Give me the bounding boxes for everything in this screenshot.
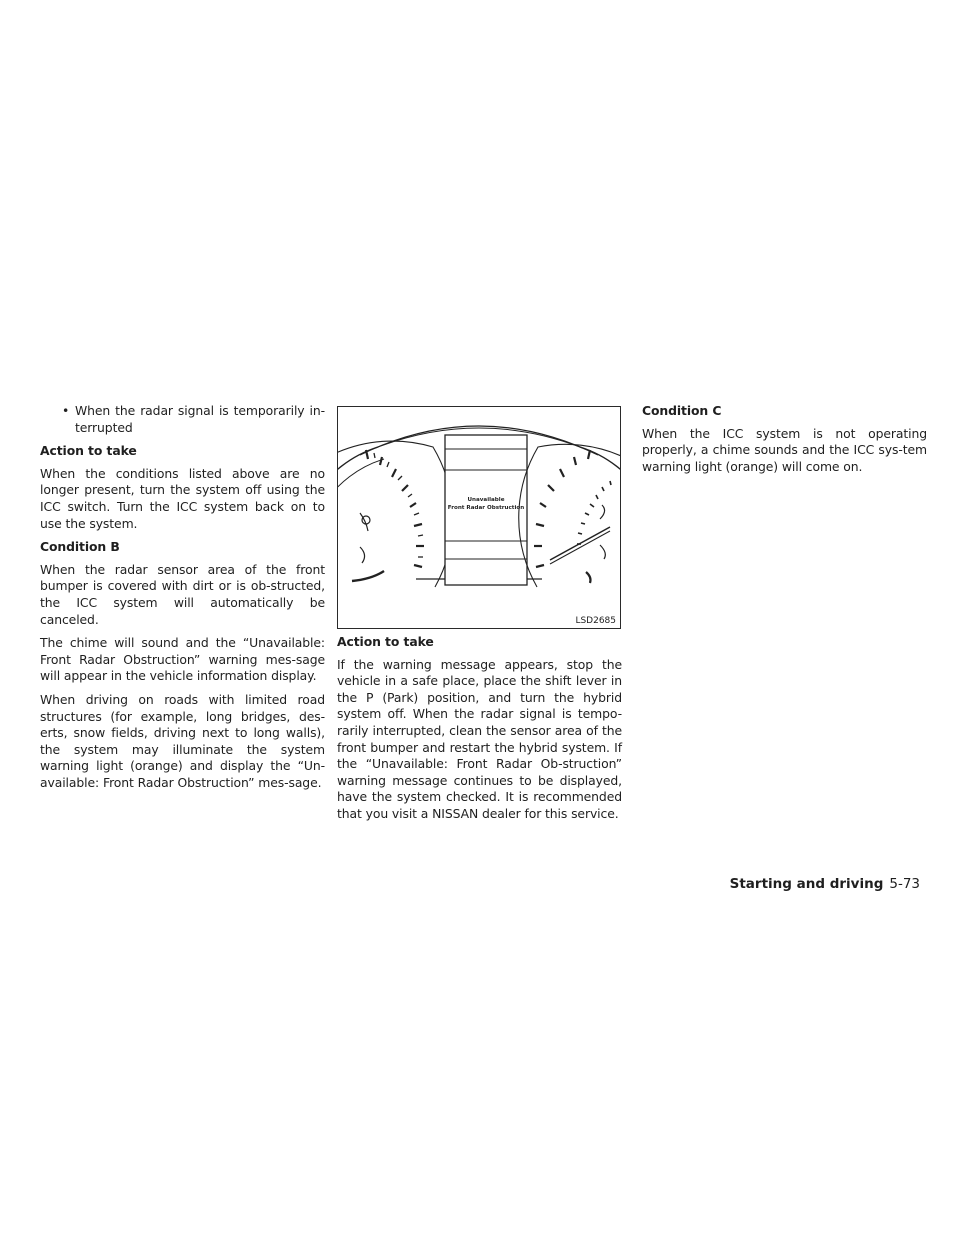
bullet-dot: • — [62, 403, 70, 418]
power-meter-gauge — [519, 444, 620, 587]
bullet-item — [40, 403, 325, 436]
heading-condition-b: Condition B — [40, 539, 120, 555]
heading-action-to-take: Action to take — [40, 443, 137, 459]
heading-condition-c: Condition C — [642, 403, 722, 418]
paragraph-condition-b-2: The chime will sound and the “Unavailable: Front Radar Obstruction” warning mes-sage will appear in the vehicle information display. — [40, 635, 325, 684]
paragraph-action-2: If the warning message appears, stop the vehicle in a safe place, place the shift lever in the P (Park) position, and turn the hybrid system off. When the radar signal is tempo-rarily interrupted, clean the sensor area of the front bumper and restart the hybrid system. If the “Unavailable: Front Radar Ob-struction” warning message continues to be displayed, have the system checked. It is recommended that you visit a NISSAN dealer for this service. — [337, 656, 622, 821]
paragraph-condition-b-1: When the radar sensor area of the front bumper is covered with dirt or is ob-structed, the ICC system will automatically be canceled. — [40, 561, 325, 627]
display-message-line1: Unavailable — [467, 497, 505, 503]
paragraph-action: When the conditions listed above are no longer present, turn the system off using the ICC switch. Turn the ICC system back on to use the system. — [40, 465, 325, 531]
column-right — [642, 403, 927, 482]
column-left — [40, 403, 325, 798]
vehicle-information-display — [445, 435, 527, 585]
footer-page-number: 5-73 — [889, 876, 920, 892]
speedometer-gauge — [338, 441, 453, 587]
footer-section-title: Starting and driving — [729, 876, 884, 892]
column-middle — [337, 634, 622, 830]
figure-code: LSD2685 — [575, 616, 616, 626]
bullet-text: When the radar signal is temporarily in-terrupted — [75, 403, 325, 435]
paragraph-condition-b-3: When driving on roads with limited road structures (for example, long bridges, des-erts, snow fields, driving next to long walls), the system may illuminate the system warning light (orange) and display the “Un-available: Front Radar Obstruction” mes-sage. — [40, 691, 325, 790]
page-footer — [700, 875, 920, 893]
display-message-line2: Front Radar Obstruction — [447, 505, 525, 511]
paragraph-condition-c: When the ICC system is not operating properly, a chime sounds and the ICC sys-tem warning light (orange) will come on. — [642, 425, 927, 474]
instrument-cluster-illustration — [338, 407, 620, 628]
heading-action-to-take-2: Action to take — [337, 634, 434, 649]
instrument-cluster-figure — [337, 406, 621, 629]
